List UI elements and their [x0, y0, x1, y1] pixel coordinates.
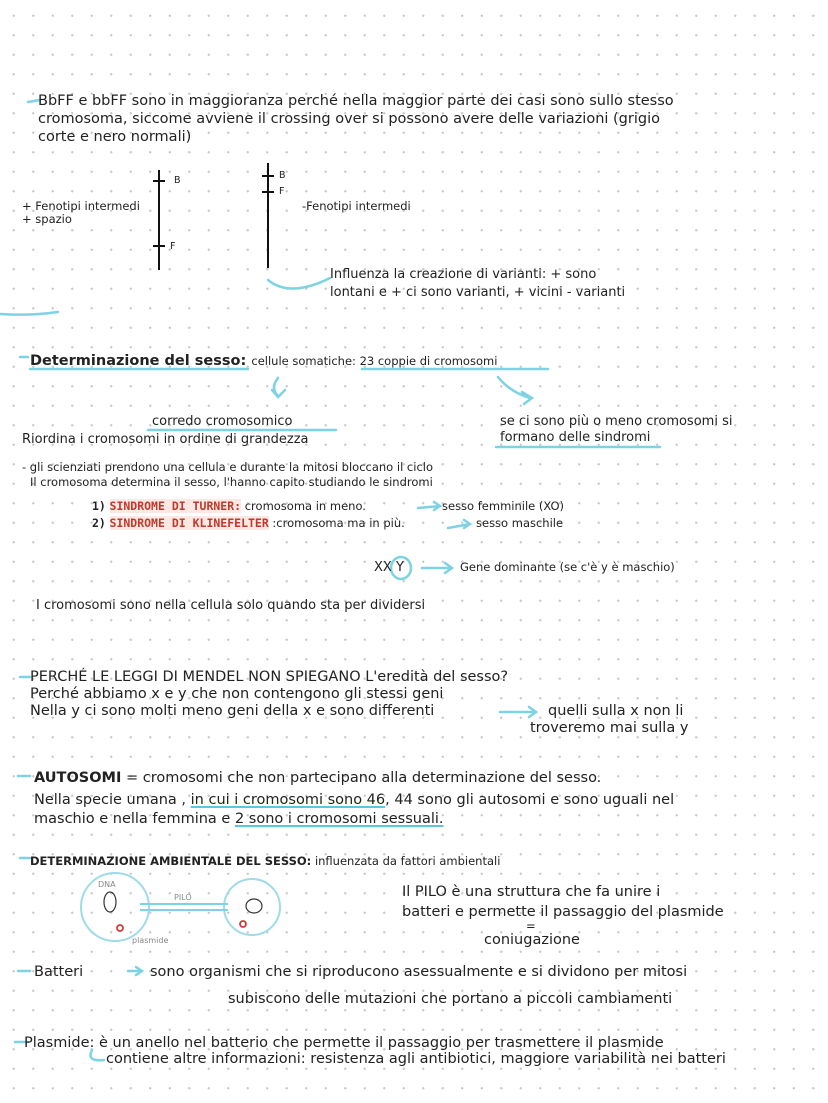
specie-text: , 44 sono gli autosomi e sono uguali nel [385, 792, 675, 808]
specie-highlight: in cui i cromosomi sono 46 [190, 792, 386, 808]
plasmide-info: contiene altre informazioni: resistenza agli antibiotici, maggiore variabilità nei batteri [106, 1051, 726, 1067]
section-subtitle: influenzata da fattori ambientali [311, 854, 501, 868]
arrow-dominante [422, 563, 452, 573]
sindromi-text: se ci sono più o meno cromosomi si [500, 414, 733, 429]
text-line: Il cromosoma determina il sesso, l'hanno capito studiando le sindromi [30, 475, 433, 489]
section-subtitle: cellule somatiche: 23 coppie di cromosomi [251, 354, 498, 368]
gene-label: F [279, 186, 285, 197]
dna-label: DNA [98, 880, 116, 889]
environmental-heading [30, 850, 500, 869]
pilo-label: PILO [174, 893, 192, 902]
dna-loop-left [104, 892, 116, 912]
maschio-line [34, 811, 444, 828]
arrow-quelli [500, 707, 536, 717]
equals-sign: = [526, 919, 536, 933]
arrow-kline [448, 520, 470, 528]
list-number: 2) [92, 516, 106, 530]
klinefelter-line [92, 517, 405, 531]
mendel-answer: Nella y ci sono molti meno geni della x e sono differenti [30, 703, 435, 719]
specie-line [34, 792, 674, 809]
right-note: -Fenotipi intermedi [302, 199, 411, 213]
text-line: cromosoma, siccome avviene il crossing over si possono avere delle variazioni (grigio [38, 111, 660, 127]
autosomi-line [34, 770, 601, 787]
text-line: - gli scienziati prendono una cellula e durante la mitosi bloccano il ciclo [22, 460, 433, 474]
sex-determination-heading [30, 350, 497, 370]
pilo-text: batteri e permette il passaggio del plasmide [402, 904, 724, 920]
text-line: BbFF e bbFF sono in maggioranza perché nella maggior parte dei casi sono sullo stesso [38, 93, 674, 109]
klinefelter-result: sesso maschile [476, 516, 564, 530]
gene-label: B [174, 175, 181, 186]
klinefelter-name: SINDROME DI KLINEFELTER [109, 516, 269, 530]
turner-line [92, 500, 366, 514]
arrow-turner [418, 502, 440, 510]
arrow-corredo [272, 378, 285, 397]
gene-dominante: Gene dominante (se c'è y è maschio) [460, 560, 675, 574]
y-label: Y [396, 560, 404, 575]
text-line: corte e nero normali) [38, 129, 192, 145]
quelli-text: quelli sulla x non li [548, 703, 684, 719]
left-note: + Fenotipi intermedi [22, 199, 140, 213]
xx-label: XX [374, 560, 392, 575]
coniugazione-text: coniugazione [484, 932, 580, 948]
mendel-question: PERCHÉ LE LEGGI DI MENDEL NON SPIEGANO L'eredità del sesso? [30, 669, 509, 685]
arrow-sindromi [498, 377, 532, 404]
klinefelter-desc: :cromosoma ma in più. [272, 516, 405, 530]
batteri-label: Batteri [34, 964, 84, 980]
batteri-desc: sono organismi che si riproducono asessualmente e si dividono per mitosi [150, 964, 688, 980]
sindromi-text: formano delle sindromi [500, 430, 651, 445]
plasmid-right [240, 921, 246, 927]
turner-desc: cromosoma in meno. [244, 499, 366, 513]
section-title: Determinazione del sesso: [30, 353, 247, 369]
plasmide-def: Plasmide: è un anello nel batterio che permette il passaggio per trasmettere il plasmide [24, 1035, 664, 1051]
pilo-text: Il PILO è una struttura che fa unire i [402, 884, 661, 900]
section-title: DETERMINAZIONE AMBIENTALE DEL SESSO: [30, 854, 312, 868]
autosomi-label: AUTOSOMI [34, 770, 122, 786]
turner-name: SINDROME DI TURNER: [109, 499, 242, 513]
plasmide-label: plasmide [132, 936, 169, 945]
list-number: 1) [92, 499, 106, 513]
autosomi-def: = cromosomi che non partecipano alla determinazione del sesso. [121, 770, 602, 786]
gene-label: F [170, 241, 176, 252]
plasmid-left [117, 925, 123, 931]
nucleo-text: I cromosomi sono nella cellula solo quando sta per dividersi [36, 598, 426, 613]
influence-text: lontani e + ci sono varianti, + vicini - varianti [330, 285, 626, 300]
corredo-text: corredo cromosomico [152, 414, 293, 429]
influence-arrow-curve [268, 278, 330, 289]
turner-result: sesso femminile (XO) [442, 499, 565, 513]
quelli-text: troveremo mai sulla y [530, 720, 689, 736]
bacterium-right [224, 879, 280, 935]
left-note: + spazio [22, 212, 72, 226]
riordina-text: Riordina i cromosomi in ordine di grandezza [22, 432, 309, 447]
arrow-batteri [128, 967, 142, 975]
influence-text: Influenza la creazione di varianti: + sono [330, 267, 597, 282]
dna-loop-right [246, 899, 262, 913]
mutazioni-text: subiscono delle mutazioni che portano a piccoli cambiamenti [228, 991, 673, 1007]
gene-label: B [279, 170, 286, 181]
bullet-dash [0, 312, 58, 315]
maschio-highlight: 2 sono i cromosomi sessuali. [234, 811, 444, 827]
specie-text: Nella specie umana , [34, 792, 191, 808]
maschio-text: maschio e nella femmina e [34, 811, 235, 827]
mendel-answer: Perché abbiamo x e y che non contengono gli stessi geni [30, 686, 444, 702]
